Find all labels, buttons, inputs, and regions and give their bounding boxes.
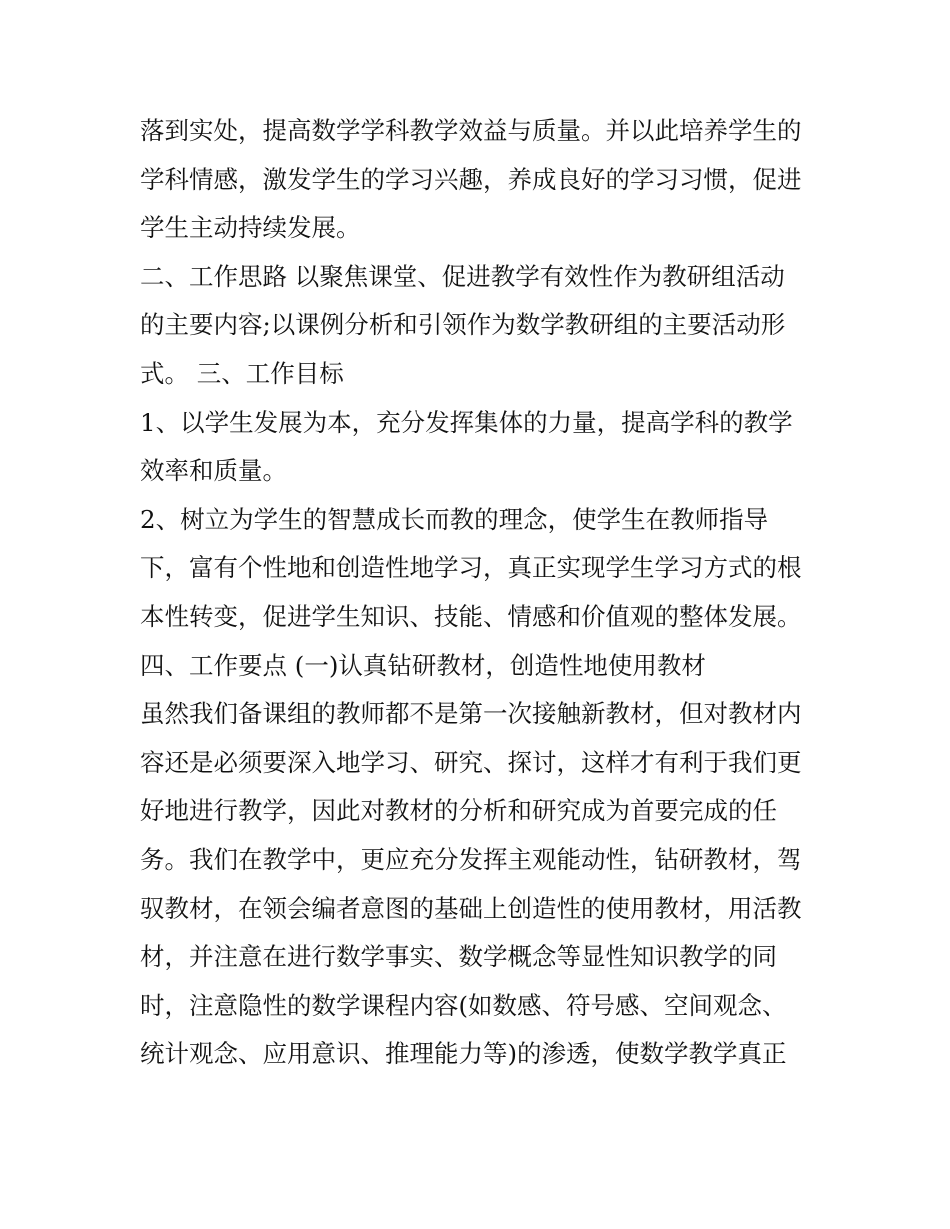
section-heading-line: 式。 三、工作目标 [140, 358, 344, 388]
text-line: 本性转变，促进学生知识、技能、情感和价值观的整体发展。 [140, 601, 802, 631]
text-line: 下，富有个性地和创造性地学习，真正实现学生学习方式的根 [140, 553, 802, 583]
text-line: 落到实处，提高数学学科教学效益与质量。并以此培养学生的 [140, 116, 802, 145]
text-line: 时，注意隐性的数学课程内容(如数感、符号感、空间观念、 [140, 990, 787, 1020]
list-item-line: 1、以学生发展为本，充分发挥集体的力量，提高学科的教学 [140, 407, 793, 437]
text-line: 统计观念、应用意识、推理能力等)的渗透，使数学教学真正 [140, 1039, 787, 1069]
text-line: 好地进行教学，因此对教材的分析和研究成为首要完成的任 [140, 796, 777, 826]
list-item-line: 2、树立为学生的智慧成长而教的理念，使学生在教师指导 [140, 504, 769, 534]
text-line: 驭教材，在领会编者意图的基础上创造性的使用教材，用活教 [140, 893, 802, 923]
text-line: 的主要内容;以课例分析和引领作为数学教研组的主要活动形 [140, 310, 786, 340]
text-line: 材，并注意在进行数学事实、数学概念等显性知识教学的同 [140, 942, 777, 972]
text-line: 效率和质量。 [140, 456, 287, 486]
text-line: 容还是必须要深入地学习、研究、探讨，这样才有利于我们更 [140, 747, 802, 777]
text-line: 学科情感，激发学生的学习兴趣，养成良好的学习习惯，促进 [140, 164, 802, 194]
body-text [140, 107, 840, 1079]
text-line: 学生主动持续发展。 [140, 213, 361, 243]
text-line: 虽然我们备课组的教师都不是第一次接触新教材，但对教材内 [140, 699, 802, 729]
text-line: 务。我们在教学中，更应充分发挥主观能动性，钻研教材，驾 [140, 844, 802, 874]
section-heading-line: 二、工作思路 以聚焦课堂、促进教学有效性作为教研组活动 [140, 261, 785, 291]
section-heading-line: 四、工作要点 (一)认真钻研教材，创造性地使用教材 [140, 650, 706, 680]
